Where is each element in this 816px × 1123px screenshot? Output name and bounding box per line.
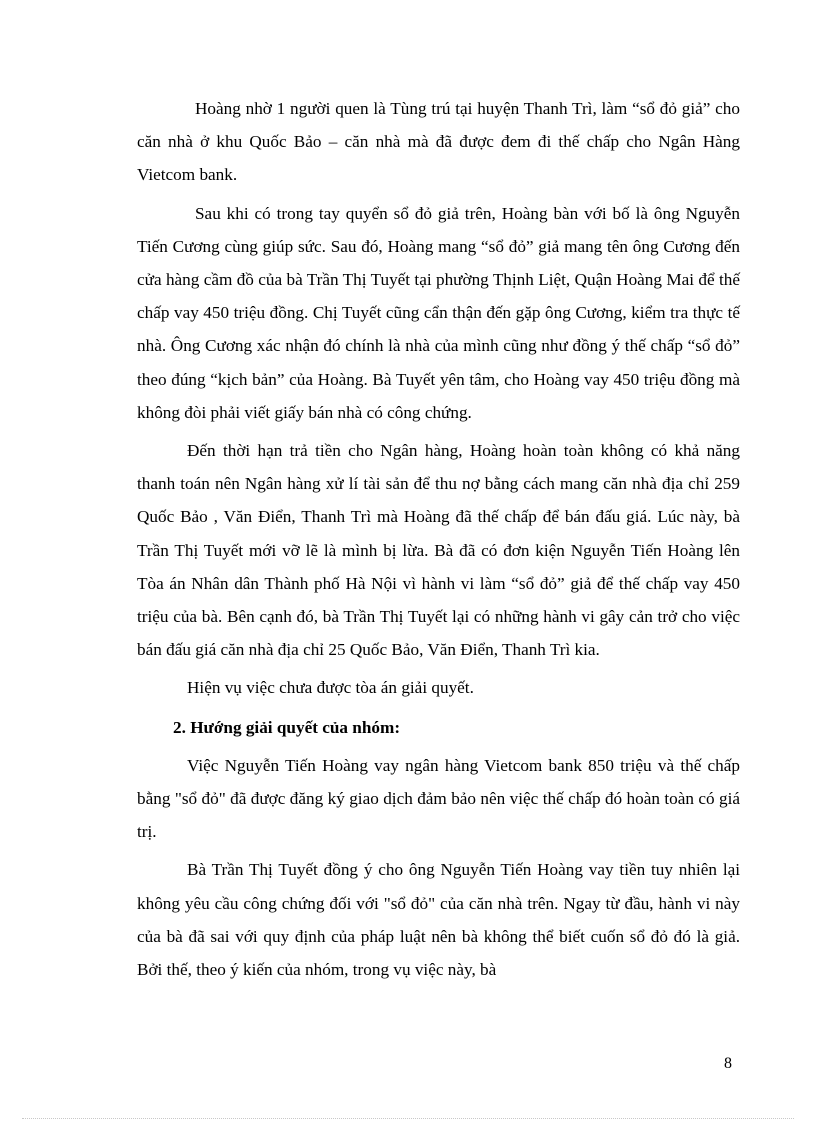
page-number: 8 — [724, 1055, 732, 1072]
paragraph-6: Bà Trần Thị Tuyết đồng ý cho ông Nguyễn Tiến Hoàng vay tiền tuy nhiên lại không yêu cầu công chứng đối với "sổ đỏ" của căn nhà trên. Ngay từ đầu, hành vi này của bà đã sai với quy định của pháp luật nên bà không thể biết cuốn sổ đỏ đó là giả. Bởi thế, theo ý kiến của nhóm, trong vụ việc này, bà — [137, 860, 740, 980]
paragraph-3: Đến thời hạn trả tiền cho Ngân hàng, Hoàng hoàn toàn không có khả năng thanh toán nên Ngân hàng xử lí tài sản để thu nợ bằng cách mang căn nhà địa chỉ 259 Quốc Bảo , Văn Điển, Thanh Trì mà Hoàng đã thế chấp để bán đấu giá. Lúc này, bà Trần Thị Tuyết mới vỡ lẽ là mình bị lừa. Bà đã có đơn kiện Nguyễn Tiến Hoàng lên Tòa án Nhân dân Thành phố Hà Nội vì hành vi làm “sổ đỏ” giả để thế chấp vay 450 triệu của bà. Bên cạnh đó, bà Trần Thị Tuyết lại có những hành vi gây cản trở cho việc bán đấu giá căn nhà địa chỉ 25 Quốc Bảo, Văn Điển, Thanh Trì kia. — [137, 441, 740, 660]
page-body — [137, 92, 740, 991]
paragraph-5: Việc Nguyễn Tiến Hoàng vay ngân hàng Vietcom bank 850 triệu và thế chấp bằng "sổ đỏ" đã được đăng ký giao dịch đảm bảo nên việc thế chấp đó hoàn toàn có giá trị. — [137, 755, 740, 842]
paragraph-2: Sau khi có trong tay quyển sổ đỏ giả trên, Hoàng bàn với bố là ông Nguyễn Tiến Cương cùng giúp sức. Sau đó, Hoàng mang “sổ đỏ” giả mang tên ông Cương đến cửa hàng cầm đồ của bà Trần Thị Tuyết tại phường Thịnh Liệt, Quận Hoàng Mai để thế chấp vay 450 triệu đồng. Chị Tuyết cũng cẩn thận đến gặp ông Cương, kiểm tra thực tế nhà. Ông Cương xác nhận đó chính là nhà của mình cũng như đồng ý thế chấp “sổ đỏ” theo đúng “kịch bản” của Hoàng. Bà Tuyết yên tâm, cho Hoàng vay 450 triệu đồng mà không đòi phải viết giấy bán nhà có công chứng. — [137, 203, 740, 422]
paragraph-4: Hiện vụ việc chưa được tòa án giải quyết. — [187, 678, 474, 698]
page-bottom-divider — [22, 1118, 794, 1119]
paragraph-1: Hoàng nhờ 1 người quen là Tùng trú tại huyện Thanh Trì, làm “sổ đỏ giả” cho căn nhà ở khu Quốc Bảo – căn nhà mà đã được đem đi thế chấp cho Ngân Hàng Vietcom bank. — [137, 99, 740, 185]
section-heading: 2. Hướng giải quyết của nhóm: — [173, 717, 401, 737]
